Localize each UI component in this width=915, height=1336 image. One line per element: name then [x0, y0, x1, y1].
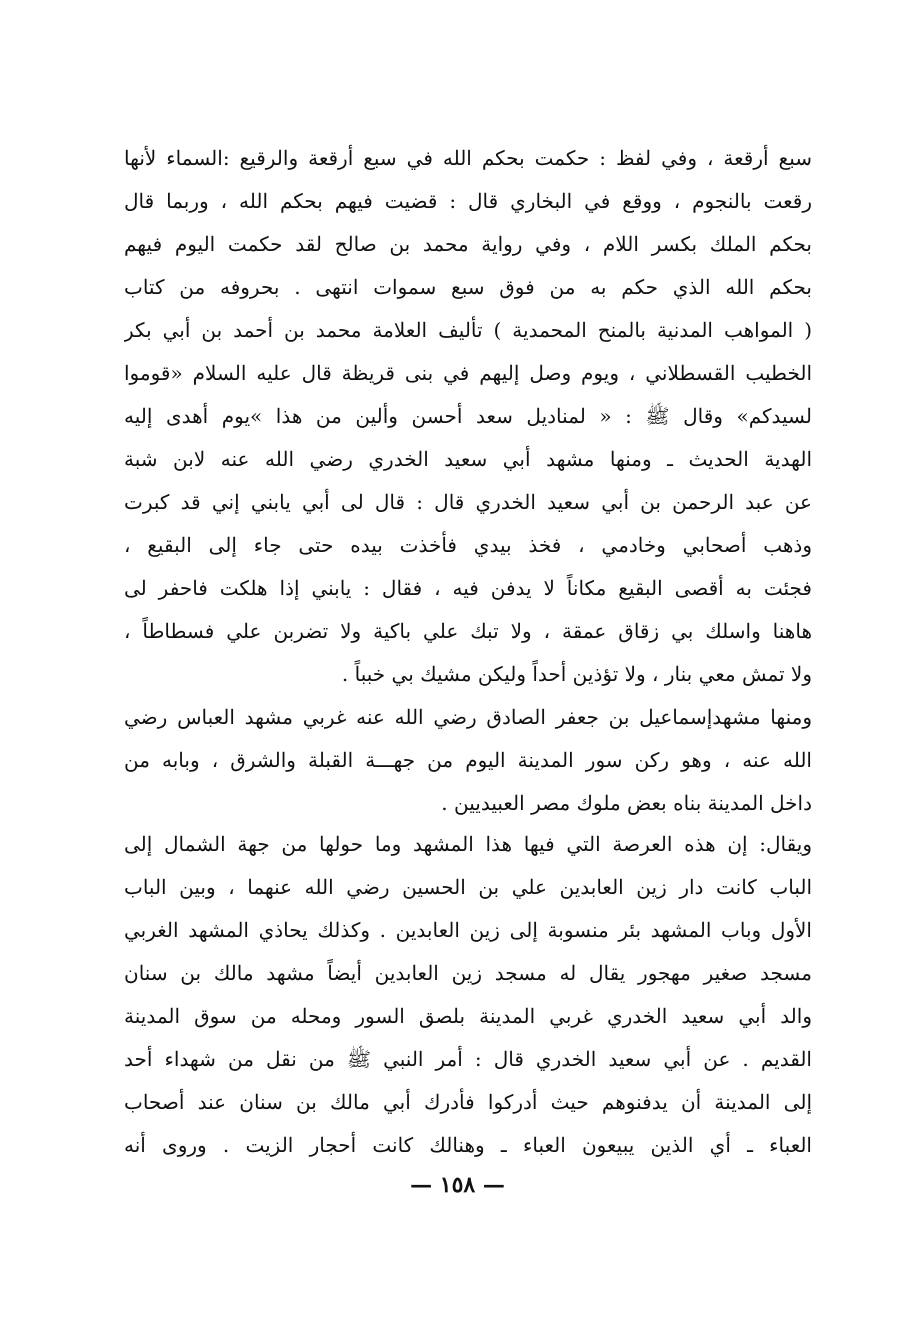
text-line: ( المواهب المدنية بالمنح المحمدية ) تأليف العلامة محمد بن أحمد بن أبي بكر: [124, 318, 812, 342]
text-line: عن عبد الرحمن بن أبي سعيد الخدري قال : قال لى أبي يابني إني قد كبرت: [124, 490, 812, 514]
text-line: إلى المدينة أن يدفنوهم حيث أدركوا فأدرك أبي مالك بن سنان عند أصحاب: [124, 1090, 812, 1114]
text-line: ولا تمش معي بنار ، ولا تؤذين أحداً وليكن مشيك بي خبباً .: [341, 662, 812, 686]
paragraph-1: [124, 137, 812, 825]
text-line: هاهنا واسلك بي زقاق عمقة ، ولا تبك علي باكية ولا تضربن علي فسطاطاً ،: [124, 619, 812, 643]
paragraph-2: [124, 823, 812, 1167]
text-line: الله عنه ، وهو ركن سور المدينة اليوم من جهـــة القبلة والشرق ، وبابه من: [124, 748, 812, 772]
text-line: ومنها مشهدإسماعيل بن جعفر الصادق رضي الله عنه غربي مشهد العباس رضي: [124, 705, 812, 729]
text-line: العباء ـ أي الذين يبيعون العباء ـ وهنالك كانت أحجار الزيت . وروى أنه: [124, 1133, 812, 1157]
text-line: مسجد صغير مهجور يقال له مسجد زين العابدين أيضاً مشهد مالك بن سنان: [124, 961, 812, 985]
text-line: والد أبي سعيد الخدري غربي المدينة بلصق السور ومحله من سوق المدينة: [124, 1004, 812, 1028]
text-line: الخطيب القسطلاني ، ويوم وصل إليهم في بنى قريظة قال عليه السلام «قوموا: [124, 361, 812, 385]
text-line: القديم . عن أبي سعيد الخدري قال : أمر النبي ﷺ من نقل من شهداء أحد: [124, 1047, 812, 1071]
text-line: الأول وباب المشهد بئر منسوبة إلى زين العابدين . وكذلك يحاذي المشهد الغربي: [124, 918, 812, 942]
text-line: الباب كانت دار زين العابدين علي بن الحسين رضي الله عنهما ، وبين الباب: [124, 875, 812, 899]
text-line: سبع أرقعة ، وفي لفظ : حكمت بحكم الله في سبع أرقعة والرقيع :السماء لأنها: [124, 146, 812, 170]
text-line: الهدية الحديث ـ ومنها مشهد أبي سعيد الخدري رضي الله عنه لابن شبة: [124, 447, 812, 471]
text-line: رقعت بالنجوم ، ووقع في البخاري قال : قضيت فيهم بحكم الله ، وربما قال: [124, 189, 812, 213]
text-line: داخل المدينة بناه بعض ملوك مصر العبيديين .: [441, 791, 812, 815]
text-line: ويقال: إن هذه العرصة التي فيها هذا المشهد وما حولها من جهة الشمال إلى: [124, 832, 812, 856]
text-line: بحكم الله الذي حكم به من فوق سبع سموات انتهى . بحروفه من كتاب: [124, 275, 812, 299]
text-line: وذهب أصحابي وخادمي ، فخذ بيدي فأخذت بيده حتى جاء إلى البقيع ،: [124, 533, 812, 557]
text-line: فجئت به أقصى البقيع مكاناً لا يدفن فيه ، فقال : يابني إذا هلكت فاحفر لى: [124, 576, 812, 600]
page-number: — ١٥٨ —: [410, 1172, 505, 1198]
text-line: بحكم الملك بكسر اللام ، وفي رواية محمد بن صالح لقد حكمت اليوم فيهم: [124, 232, 812, 256]
text-line: لسيدكم» وقال ﷺ : « لمناديل سعد أحسن وألين من هذا »يوم أهدى إليه: [124, 404, 812, 428]
